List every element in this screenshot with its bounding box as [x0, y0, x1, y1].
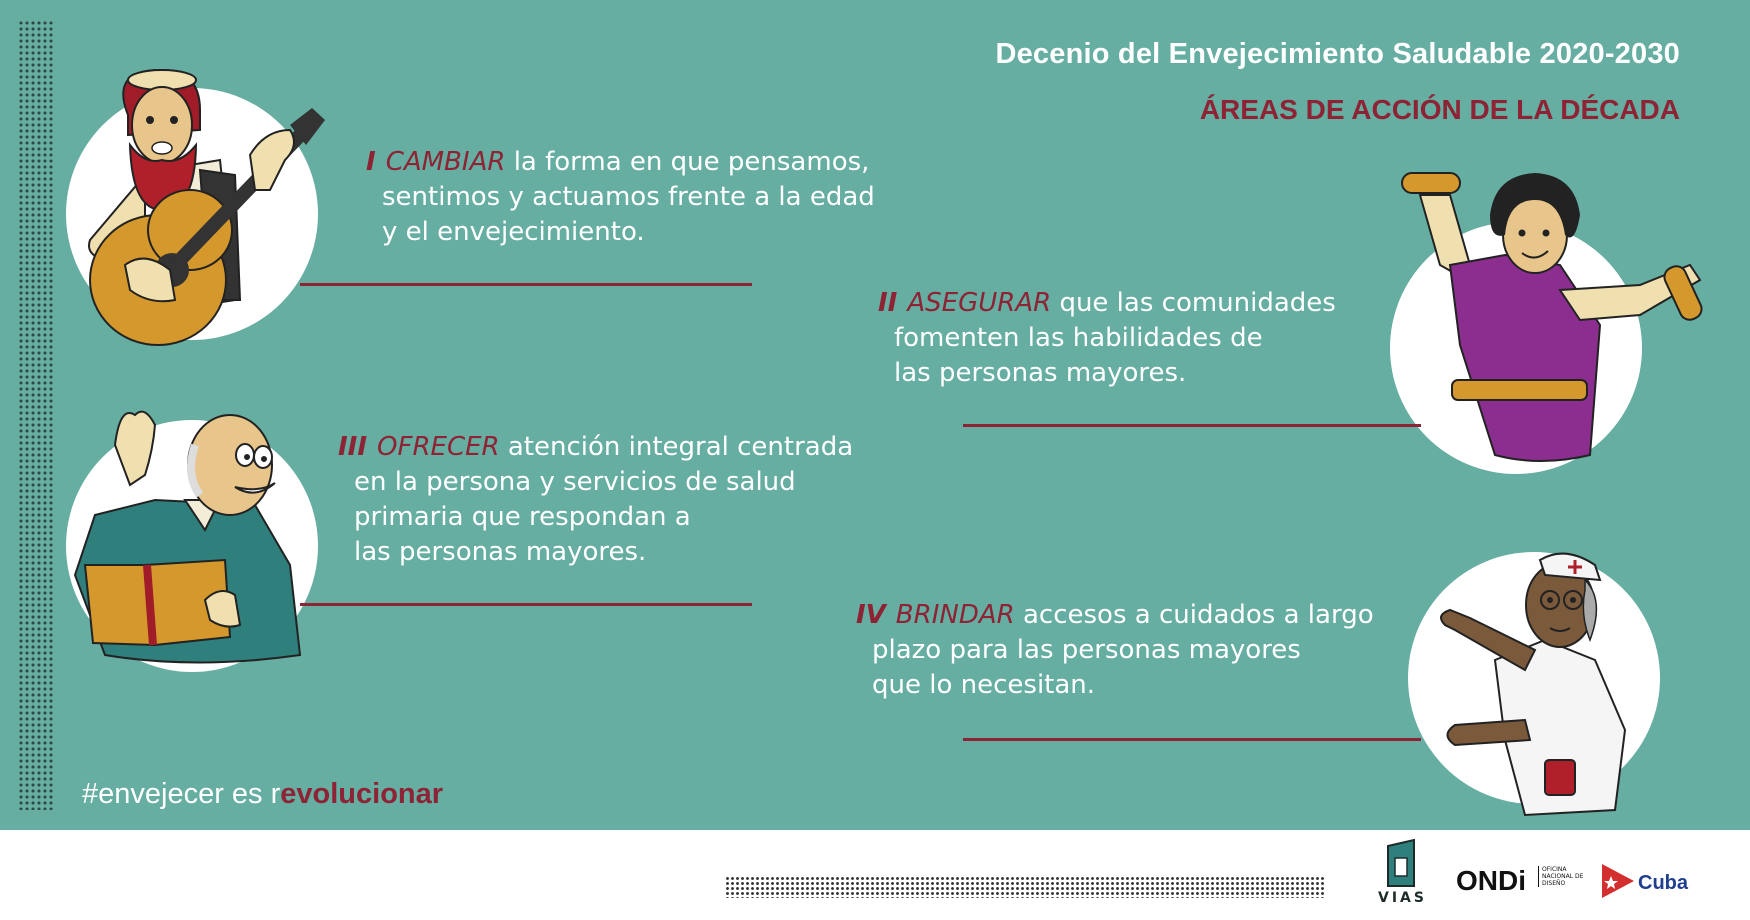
woman-exercising-illustration [1390, 155, 1730, 475]
nurse-illustration [1395, 530, 1675, 820]
action-item-3 [338, 430, 853, 570]
action-text: la forma en que pensamos, [513, 147, 870, 177]
action-numeral: IV [856, 600, 886, 630]
action-text-line: fomenten las habilidades de [894, 323, 1263, 353]
guitarist-illustration [50, 50, 360, 350]
divider-line [963, 738, 1421, 741]
action-text-line: en la persona y servicios de salud [354, 467, 796, 497]
action-text-line: y el envejecimiento. [382, 217, 645, 247]
cuba-logo-text: Cuba [1638, 872, 1688, 894]
hashtag-part-1: #envejecer es r [82, 778, 281, 810]
page-subtitle: ÁREAS DE ACCIÓN DE LA DÉCADA [1199, 94, 1680, 125]
hashtag [82, 778, 443, 811]
action-text-line: las personas mayores. [354, 537, 647, 567]
action-numeral: I [366, 147, 376, 177]
divider-line [300, 603, 752, 606]
footer-dot-pattern [725, 876, 1325, 898]
action-numeral: II [878, 288, 898, 318]
reader-illustration [35, 405, 335, 675]
action-keyword: CAMBIAR [385, 147, 506, 177]
action-item-2 [878, 286, 1336, 391]
action-text-line: primaria que respondan a [354, 502, 691, 532]
divider-line [300, 283, 752, 286]
ondi-logo-text: ONDi [1456, 865, 1526, 896]
action-keyword: OFRECER [377, 432, 500, 462]
action-text-line: sentimos y actuamos frente a la edad [382, 182, 875, 212]
divider-line [963, 424, 1421, 427]
hashtag-part-2: evolucionar [280, 778, 444, 810]
action-item-1 [366, 145, 875, 250]
action-item-4 [856, 598, 1374, 703]
action-keyword: BRINDAR [895, 600, 1015, 630]
cuba-flag-icon [1600, 862, 1636, 900]
action-numeral: III [338, 432, 368, 462]
action-text-line: las personas mayores. [894, 358, 1187, 388]
action-keyword: ASEGURAR [907, 288, 1052, 318]
action-text: accesos a cuidados a largo [1022, 600, 1374, 630]
action-text: que las comunidades [1059, 288, 1336, 318]
ondi-logo-subtext: OFICINA NACIONAL DE DISEÑO [1538, 866, 1592, 887]
page-title: Decenio del Envejecimiento Saludable 2020-2030 [995, 38, 1680, 70]
vias-logo-icon [1384, 838, 1418, 888]
action-text-line: que lo necesitan. [872, 670, 1096, 700]
vias-logo-text: VIAS [1378, 890, 1427, 906]
action-text-line: plazo para las personas mayores [872, 635, 1301, 665]
action-text: atención integral centrada [507, 432, 854, 462]
